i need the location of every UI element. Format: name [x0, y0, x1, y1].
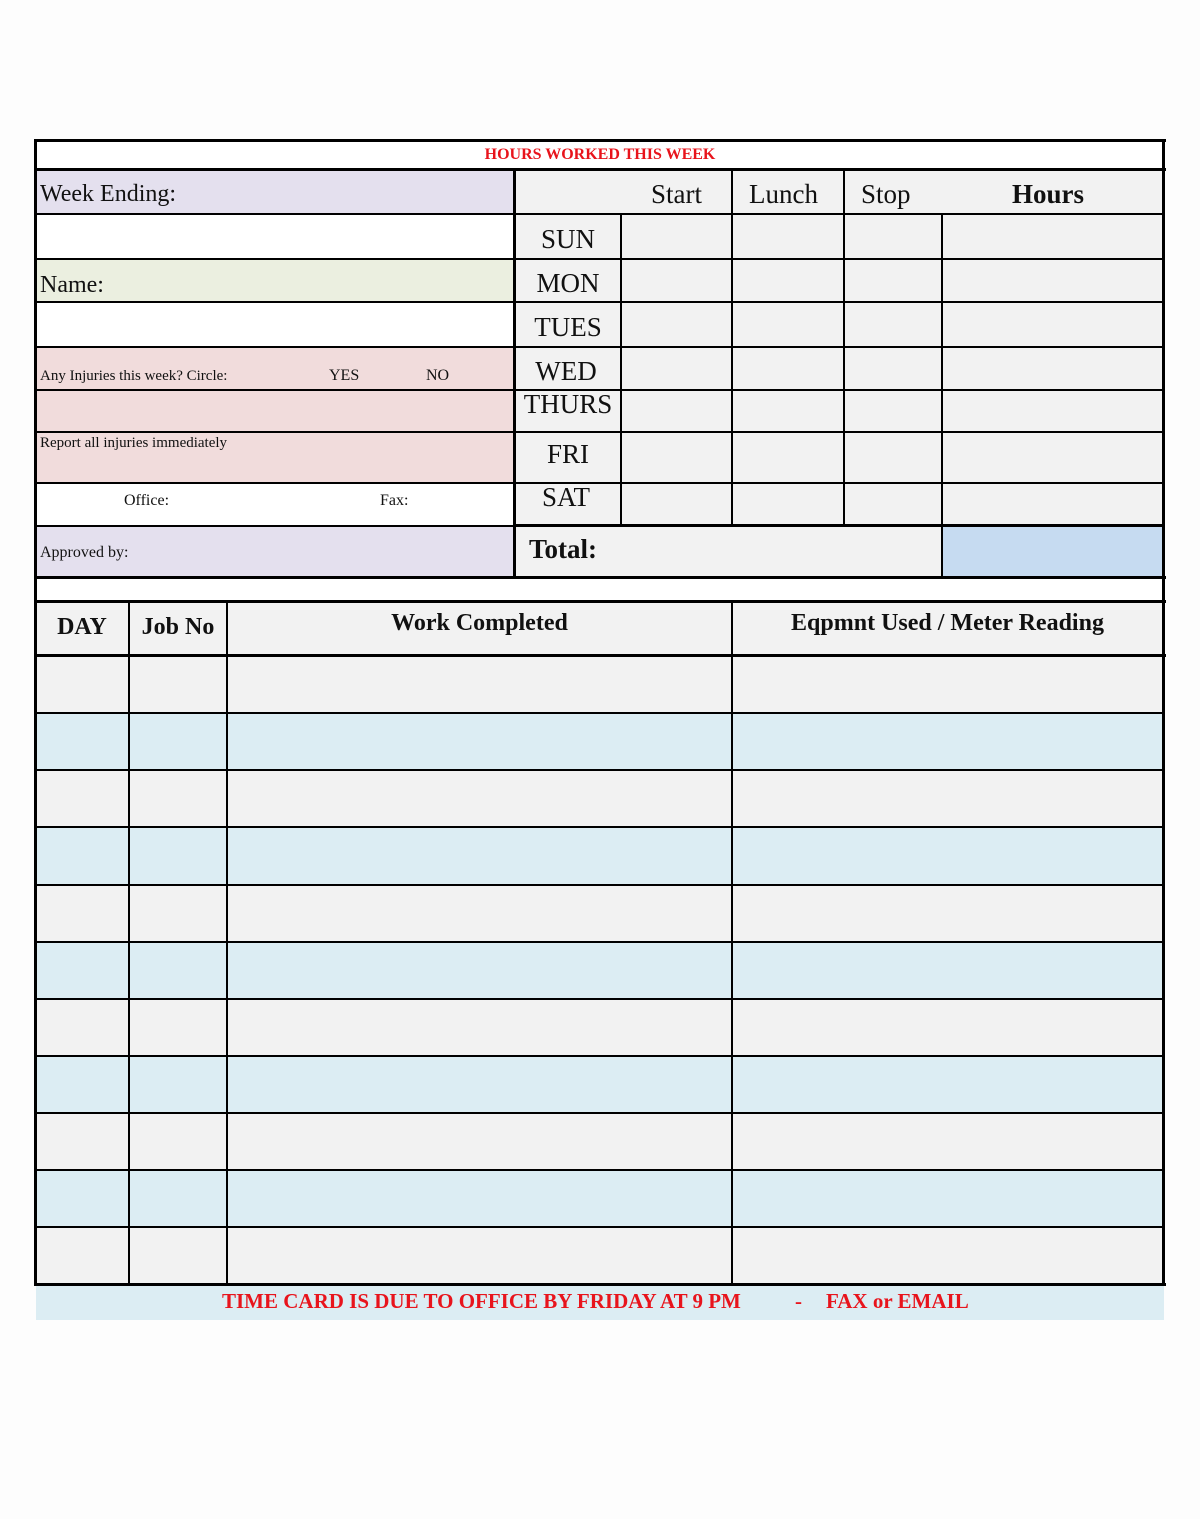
work-row-2[interactable]	[36, 713, 1164, 770]
hours-header: Hours	[1012, 179, 1085, 209]
total-label: Total:	[529, 534, 598, 564]
week-ending-input[interactable]	[36, 214, 514, 259]
footer-due-note: TIME CARD IS DUE TO OFFICE BY FRIDAY AT 9 PM	[222, 1289, 741, 1313]
report-note: Report all injuries immediately	[40, 435, 228, 451]
page-title: HOURS WORKED THIS WEEK	[484, 146, 716, 163]
name-label: Name:	[40, 272, 104, 298]
day-label-tues: TUES	[534, 311, 602, 342]
work-row-1[interactable]	[36, 656, 1164, 713]
work-row-4[interactable]	[36, 827, 1164, 885]
office-label: Office:	[124, 492, 170, 509]
equipment-column-header: Eqpmnt Used / Meter Reading	[791, 610, 1104, 636]
injury-no-option[interactable]: NO	[426, 367, 450, 384]
day-label-thurs: THURS	[523, 388, 613, 419]
stop-header: Stop	[861, 179, 911, 209]
name-cell	[36, 259, 514, 302]
work-row-6[interactable]	[36, 942, 1164, 999]
week-ending-label: Week Ending:	[40, 181, 177, 207]
name-input[interactable]	[36, 302, 514, 347]
work-row-11[interactable]	[36, 1227, 1164, 1285]
day-label-mon: MON	[536, 267, 600, 298]
day-column-header: DAY	[57, 614, 107, 640]
footer-method: FAX or EMAIL	[826, 1289, 969, 1313]
office-fax-cell	[36, 484, 514, 526]
approved-label: Approved by:	[40, 544, 129, 561]
injury-yes-option[interactable]: YES	[329, 367, 360, 384]
total-hours-cell[interactable]	[942, 526, 1164, 578]
injuries-detail-input[interactable]	[36, 390, 514, 432]
work-completed-column-header: Work Completed	[391, 610, 568, 636]
start-header: Start	[651, 179, 702, 209]
day-label-sat: SAT	[541, 481, 590, 512]
spacer-row	[36, 578, 1164, 602]
injuries-label: Any Injuries this week? Circle:	[40, 368, 228, 384]
day-label-wed: WED	[535, 355, 597, 386]
work-row-7[interactable]	[36, 999, 1164, 1056]
job-no-column-header: Job No	[141, 614, 215, 640]
work-row-10[interactable]	[36, 1170, 1164, 1227]
footer-separator: -	[795, 1289, 802, 1313]
day-label-fri: FRI	[546, 438, 590, 469]
work-row-9[interactable]	[36, 1113, 1164, 1170]
work-row-3[interactable]	[36, 770, 1164, 827]
work-row-8[interactable]	[36, 1056, 1164, 1113]
day-label-sun: SUN	[540, 223, 595, 254]
fax-label: Fax:	[380, 492, 409, 509]
lunch-header: Lunch	[749, 179, 818, 209]
work-row-5[interactable]	[36, 885, 1164, 942]
